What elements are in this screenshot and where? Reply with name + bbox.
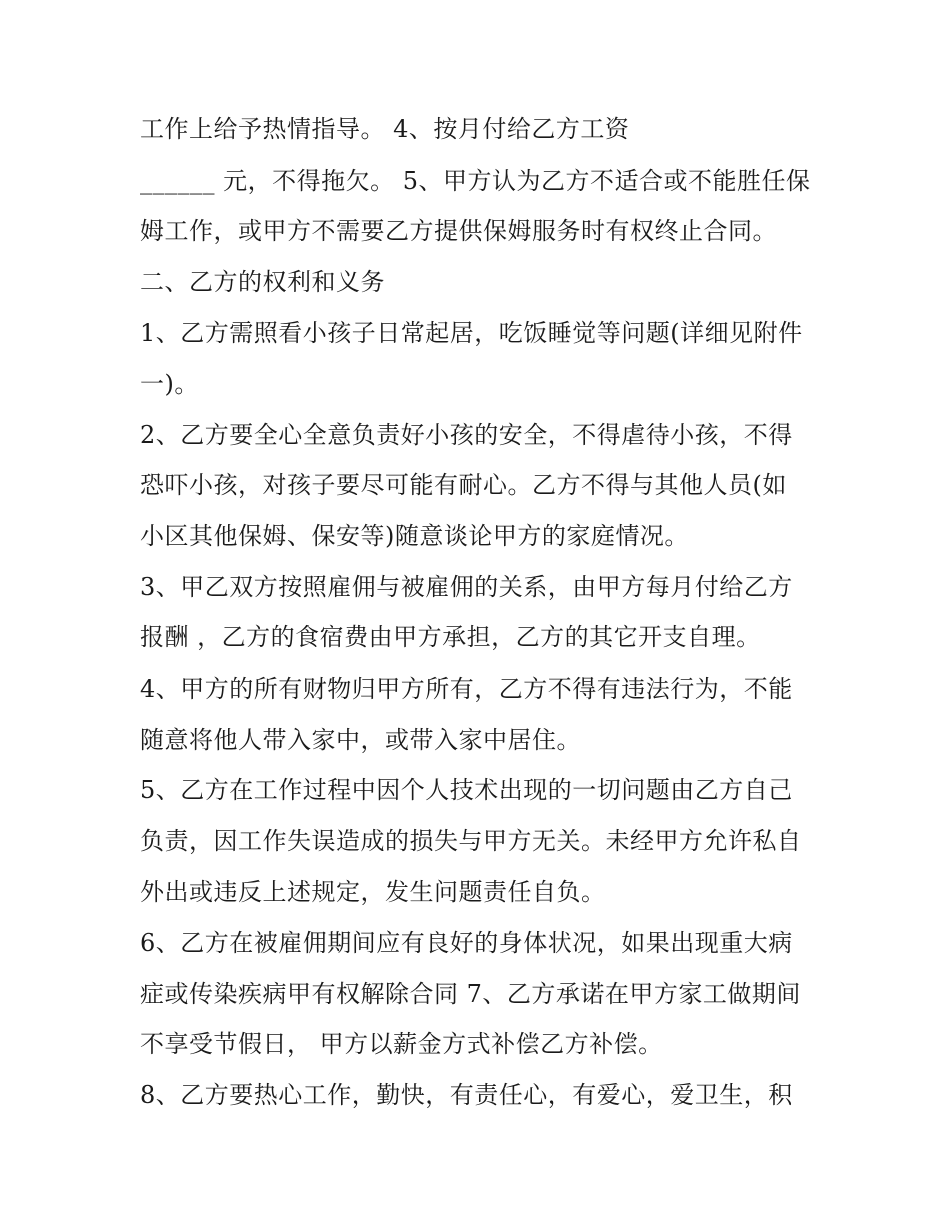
text-line: 恐吓小孩，对孩子要尽可能有耐心。乙方不得与其他人员(如 [140,471,787,499]
text-line: 6、乙方在被雇佣期间应有良好的身体状况，如果出现重大病 [140,929,793,957]
text-line: 4、甲方的所有财物归甲方所有，乙方不得有违法行为，不能 [140,675,793,703]
text-line: 一)。 [140,370,199,398]
text-line: 负责，因工作失误造成的损失与甲方无关。未经甲方允许私自 [140,827,802,855]
text-line: 2、乙方要全心全意负责好小孩的安全，不得虐待小孩，不得 [140,421,793,449]
text-line: 外出或违反上述规定，发生问题责任自负。 [140,878,606,906]
text-line: 姆工作，或甲方不需要乙方提供保姆服务时有权终止合同。 [140,217,777,245]
text-line: 报酬 ，乙方的食宿费由甲方承担，乙方的其它开支自理。 [140,623,761,651]
text-line: 8、乙方要热心工作，勤快，有责任心，有爱心，爱卫生，积 [140,1081,793,1109]
text-line: 3、甲乙双方按照雇佣与被雇佣的关系，由甲方每月付给乙方 [140,573,793,601]
text-line: 小区其他保姆、保安等)随意谈论甲方的家庭情况。 [140,522,689,550]
section-heading: 二、乙方的权利和义务 [140,268,385,296]
text-line: 5、乙方在工作过程中因个人技术出现的一切问题由乙方自己 [140,776,793,804]
text-line: ______ 元，不得拖欠。 5、甲方认为乙方不适合或不能胜任保 [140,167,811,195]
text-line: 工作上给予热情指导。 4、按月付给乙方工资 [140,115,630,143]
text-line: 不享受节假日， 甲方以薪金方式补偿乙方补偿。 [140,1030,663,1058]
text-line: 随意将他人带入家中，或带入家中居住。 [140,726,581,754]
text-line: 1、乙方需照看小孩子日常起居，吃饭睡觉等问题(详细见附件 [140,319,803,347]
text-line: 症或传染疾病甲有权解除合同 7、乙方承诺在甲方家工做期间 [140,980,801,1008]
